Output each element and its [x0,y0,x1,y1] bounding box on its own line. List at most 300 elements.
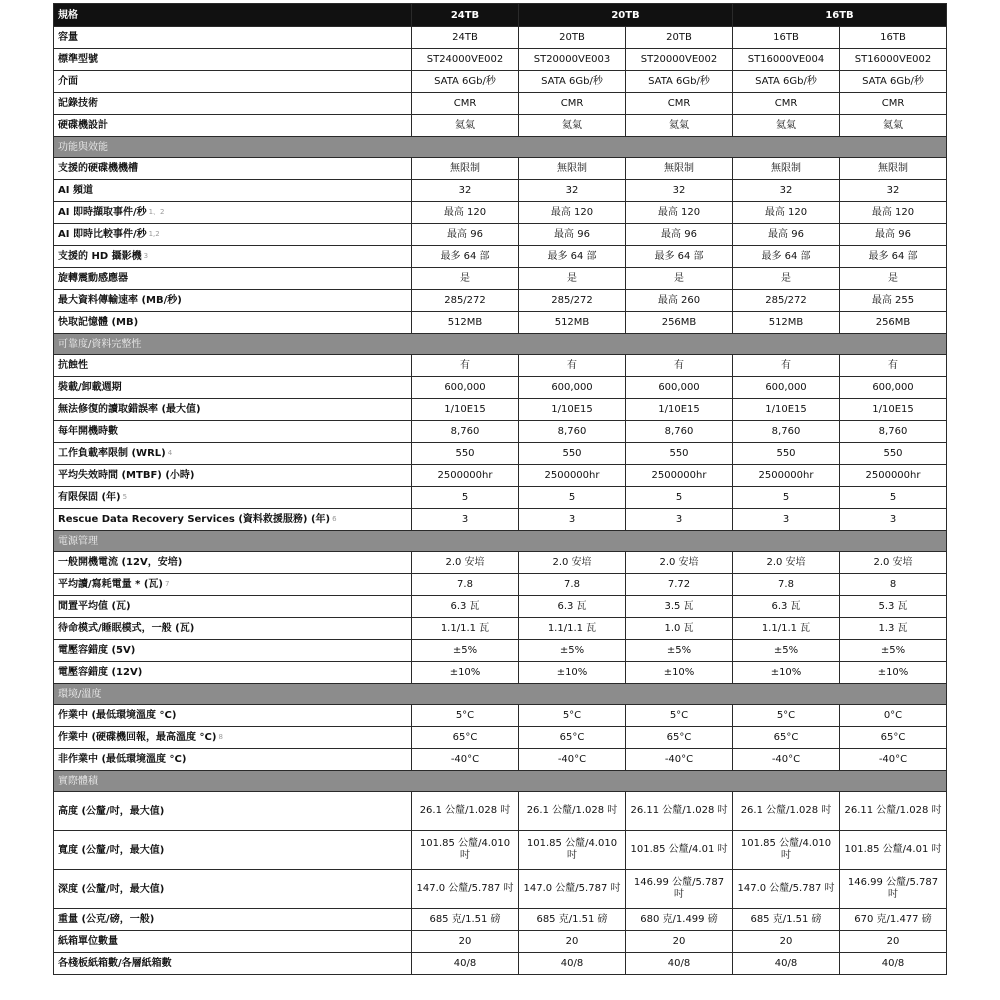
value-cell: 最高 120 [626,202,733,224]
value-cell: 有 [626,355,733,377]
row-label: 作業中 (硬碟機回報，最高溫度 °C) [58,732,217,743]
row-label-cell [54,596,412,618]
value-cell: 1.3 瓦 [840,618,947,640]
row-label-cell [54,953,412,975]
row-label: 硬碟機設計 [58,120,108,131]
row-label: 無法修復的讀取錯誤率 (最大值) [58,404,201,415]
value-cell: 8,760 [840,421,947,443]
value-cell: 32 [412,180,519,202]
table-row [54,596,947,618]
header-group-16tb: 16TB [733,4,947,27]
value-cell: ±10% [626,662,733,684]
row-label-cell [54,792,412,831]
value-cell: 最高 96 [626,224,733,246]
value-cell: ±10% [733,662,840,684]
value-cell: ST16000VE002 [840,49,947,71]
row-label: 快取記憶體 (MB) [58,317,139,328]
row-label-cell [54,727,412,749]
value-cell: 2.0 安培 [840,552,947,574]
value-cell: 550 [840,443,947,465]
table-row [54,792,947,831]
value-cell: 600,000 [412,377,519,399]
value-cell: 40/8 [412,953,519,975]
value-cell: 3 [733,509,840,531]
value-cell: 26.1 公釐/1.028 吋 [412,792,519,831]
value-cell: 20 [412,931,519,953]
row-label-cell [54,158,412,180]
row-label-cell [54,224,412,246]
table-row [54,509,947,531]
value-cell: 32 [733,180,840,202]
table-row [54,618,947,640]
value-cell: 8,760 [733,421,840,443]
row-label: 平均失效時間 (MTBF) (小時) [58,470,195,481]
row-label: 每年開機時數 [58,426,118,437]
value-cell: 670 克/1.477 磅 [840,909,947,931]
row-label-cell [54,509,412,531]
row-label: AI 頻道 [58,185,93,196]
value-cell: -40°C [733,749,840,771]
value-cell: 5°C [412,705,519,727]
row-label: 最大資料傳輸速率 (MB/秒) [58,295,182,306]
row-label: AI 即時比較事件/秒 [58,229,147,240]
row-label: 重量 (公克/磅，一般) [58,914,155,925]
value-cell: 8,760 [626,421,733,443]
value-cell: 1/10E15 [626,399,733,421]
value-cell: 32 [519,180,626,202]
table-row [54,268,947,290]
value-cell: 2.0 安培 [412,552,519,574]
value-cell: 有 [733,355,840,377]
header-group-20tb: 20TB [519,4,733,27]
value-cell: 65°C [626,727,733,749]
value-cell: 101.85 公釐/4.010 吋 [412,831,519,870]
value-cell: 無限制 [412,158,519,180]
value-cell: SATA 6Gb/秒 [412,71,519,93]
value-cell: 550 [626,443,733,465]
value-cell: 680 克/1.499 磅 [626,909,733,931]
value-cell: 最多 64 部 [840,246,947,268]
value-cell: 最多 64 部 [412,246,519,268]
row-label: 深度 (公釐/吋，最大值) [58,883,165,895]
value-cell: 無限制 [519,158,626,180]
value-cell: 5 [412,487,519,509]
value-cell: 氦氣 [412,115,519,137]
value-cell: ±5% [626,640,733,662]
value-cell: 26.1 公釐/1.028 吋 [519,792,626,831]
value-cell: 8,760 [519,421,626,443]
value-cell: 65°C [519,727,626,749]
value-cell: 6.3 瓦 [519,596,626,618]
value-cell: -40°C [840,749,947,771]
value-cell: 5 [840,487,947,509]
row-label-cell [54,93,412,115]
value-cell: 40/8 [840,953,947,975]
value-cell: 5°C [733,705,840,727]
value-cell: 600,000 [519,377,626,399]
value-cell: 512MB [733,312,840,334]
row-label: 高度 (公釐/吋，最大值) [58,805,165,817]
value-cell: 101.85 公釐/4.01 吋 [626,831,733,870]
value-cell: -40°C [626,749,733,771]
value-cell: 32 [626,180,733,202]
value-cell: SATA 6Gb/秒 [840,71,947,93]
value-cell: 6.3 瓦 [412,596,519,618]
value-cell: 最高 120 [733,202,840,224]
table-row [54,870,947,909]
value-cell: 8 [840,574,947,596]
table-row [54,953,947,975]
value-cell: 0°C [840,705,947,727]
value-cell: 6.3 瓦 [733,596,840,618]
value-cell: 5 [519,487,626,509]
section-header-row [54,771,947,792]
value-cell: 32 [840,180,947,202]
value-cell: 氦氣 [626,115,733,137]
row-label: 作業中 (最低環境溫度 °C) [58,710,177,721]
row-label: 各棧板紙箱數/各層紙箱數 [58,958,172,969]
row-label-cell [54,465,412,487]
row-label-cell [54,27,412,49]
value-cell: 101.85 公釐/4.010 吋 [519,831,626,870]
footnote-marker: 6 [332,515,337,523]
footnote-marker: 5 [122,493,128,501]
section-title: 環境/溫度 [54,684,947,705]
value-cell: 147.0 公釐/5.787 吋 [412,870,519,909]
row-label-cell [54,705,412,727]
value-cell: 20TB [626,27,733,49]
table-row [54,49,947,71]
value-cell: 最高 120 [412,202,519,224]
section-header-row [54,137,947,158]
value-cell: CMR [840,93,947,115]
value-cell: 最高 96 [733,224,840,246]
row-label-cell [54,290,412,312]
value-cell: 512MB [412,312,519,334]
value-cell: 2500000hr [519,465,626,487]
value-cell: SATA 6Gb/秒 [733,71,840,93]
value-cell: 3 [626,509,733,531]
value-cell: ±5% [733,640,840,662]
row-label: 容量 [58,32,78,43]
value-cell: 1/10E15 [519,399,626,421]
value-cell: 7.8 [412,574,519,596]
value-cell: 有 [519,355,626,377]
row-label-cell [54,71,412,93]
row-label-cell [54,552,412,574]
table-row [54,355,947,377]
table-row [54,931,947,953]
value-cell: 7.8 [733,574,840,596]
value-cell: 7.8 [519,574,626,596]
value-cell: 2.0 安培 [733,552,840,574]
value-cell: 146.99 公釐/5.787 吋 [626,870,733,909]
value-cell: 最高 255 [840,290,947,312]
table-row [54,831,947,870]
footnote-marker: 4 [167,449,173,457]
value-cell: 2500000hr [733,465,840,487]
row-label: 平均讀/寫耗電量 * (瓦) [58,579,163,590]
value-cell: CMR [626,93,733,115]
header-label: 規格 [54,4,412,27]
row-label-cell [54,574,412,596]
value-cell: 3 [840,509,947,531]
value-cell: 1/10E15 [840,399,947,421]
section-title: 可靠度/資料完整性 [54,334,947,355]
value-cell: 無限制 [733,158,840,180]
value-cell: 1.1/1.1 瓦 [733,618,840,640]
value-cell: CMR [412,93,519,115]
row-label: 紙箱單位數量 [58,936,118,947]
table-row [54,93,947,115]
row-label-cell [54,640,412,662]
row-label-cell [54,870,412,909]
row-label-cell [54,180,412,202]
value-cell: 最高 120 [519,202,626,224]
spec-table-body [54,4,947,975]
footnote-marker: 7 [165,580,170,588]
value-cell: 最高 260 [626,290,733,312]
value-cell: SATA 6Gb/秒 [626,71,733,93]
row-label-cell [54,49,412,71]
section-header-row [54,334,947,355]
value-cell: 5 [733,487,840,509]
table-row [54,727,947,749]
row-label: AI 即時擷取事件/秒 [58,207,147,218]
value-cell: 5°C [626,705,733,727]
row-label: 工作負載率限制 (WRL) [58,448,166,459]
footnote-marker: 1、2 [148,208,165,216]
value-cell: 氦氣 [733,115,840,137]
value-cell: 285/272 [733,290,840,312]
value-cell: 最多 64 部 [733,246,840,268]
value-cell: 26.11 公釐/1.028 吋 [626,792,733,831]
value-cell: -40°C [519,749,626,771]
value-cell: 1.1/1.1 瓦 [412,618,519,640]
row-label: 閒置平均值 (瓦) [58,601,131,612]
value-cell: ST24000VE002 [412,49,519,71]
value-cell: 685 克/1.51 磅 [412,909,519,931]
value-cell: 氦氣 [840,115,947,137]
value-cell: 3.5 瓦 [626,596,733,618]
value-cell: -40°C [412,749,519,771]
table-row [54,290,947,312]
row-label-cell [54,377,412,399]
value-cell: 2500000hr [840,465,947,487]
row-label-cell [54,421,412,443]
value-cell: 550 [412,443,519,465]
value-cell: 20TB [519,27,626,49]
value-cell: 是 [412,268,519,290]
value-cell: 600,000 [733,377,840,399]
row-label: 非作業中 (最低環境溫度 °C) [58,754,187,765]
table-row [54,180,947,202]
spec-table [53,3,947,975]
section-header-row [54,531,947,552]
table-row [54,224,947,246]
value-cell: 26.11 公釐/1.028 吋 [840,792,947,831]
value-cell: 550 [519,443,626,465]
table-row [54,312,947,334]
value-cell: 是 [840,268,947,290]
value-cell: ±5% [412,640,519,662]
value-cell: 24TB [412,27,519,49]
value-cell: 是 [626,268,733,290]
footnote-marker: 3 [143,252,149,260]
table-row [54,202,947,224]
value-cell: ±10% [840,662,947,684]
row-label: 抗蝕性 [58,360,88,371]
footnote-marker: 1,2 [148,230,160,238]
table-row [54,443,947,465]
row-label-cell [54,662,412,684]
value-cell: 147.0 公釐/5.787 吋 [733,870,840,909]
table-row [54,662,947,684]
value-cell: 512MB [519,312,626,334]
row-label-cell [54,312,412,334]
value-cell: 5 [626,487,733,509]
row-label-cell [54,909,412,931]
value-cell: ±5% [840,640,947,662]
value-cell: 20 [840,931,947,953]
value-cell: 600,000 [626,377,733,399]
value-cell: 有 [840,355,947,377]
value-cell: 65°C [412,727,519,749]
section-title: 功能與效能 [54,137,947,158]
row-label-cell [54,355,412,377]
value-cell: 最多 64 部 [519,246,626,268]
header-group-24tb: 24TB [412,4,519,27]
row-label: Rescue Data Recovery Services (資料救援服務) (年) [58,514,331,525]
value-cell: 1.0 瓦 [626,618,733,640]
value-cell: ST20000VE002 [626,49,733,71]
row-label-cell [54,443,412,465]
value-cell: 最高 96 [840,224,947,246]
table-row [54,377,947,399]
table-row [54,909,947,931]
value-cell: 101.85 公釐/4.010 吋 [733,831,840,870]
row-label-cell [54,931,412,953]
value-cell: CMR [733,93,840,115]
value-cell: 有 [412,355,519,377]
value-cell: 5°C [519,705,626,727]
row-label: 支援的 HD 攝影機 [58,251,142,262]
value-cell: 101.85 公釐/4.01 吋 [840,831,947,870]
value-cell: 146.99 公釐/5.787 吋 [840,870,947,909]
value-cell: 是 [733,268,840,290]
value-cell: 20 [626,931,733,953]
table-row [54,421,947,443]
row-label-cell [54,749,412,771]
value-cell: 256MB [840,312,947,334]
value-cell: 最高 96 [412,224,519,246]
value-cell: 是 [519,268,626,290]
row-label-cell [54,399,412,421]
row-label: 裝載/卸載週期 [58,382,122,393]
value-cell: 26.1 公釐/1.028 吋 [733,792,840,831]
value-cell: 40/8 [519,953,626,975]
value-cell: 7.72 [626,574,733,596]
value-cell: 256MB [626,312,733,334]
row-label: 介面 [58,76,78,87]
value-cell: 685 克/1.51 磅 [733,909,840,931]
value-cell: 無限制 [626,158,733,180]
table-row [54,71,947,93]
row-label-cell [54,487,412,509]
value-cell: CMR [519,93,626,115]
row-label: 記錄技術 [58,98,98,109]
value-cell: 2.0 安培 [519,552,626,574]
value-cell: 147.0 公釐/5.787 吋 [519,870,626,909]
value-cell: 1.1/1.1 瓦 [519,618,626,640]
row-label: 待命模式/睡眠模式，一般 (瓦) [58,623,195,634]
section-header-row [54,684,947,705]
value-cell: 285/272 [412,290,519,312]
row-label: 一般開機電流 (12V，安培) [58,557,183,568]
table-row [54,640,947,662]
value-cell: 685 克/1.51 磅 [519,909,626,931]
table-row [54,465,947,487]
row-label-cell [54,246,412,268]
value-cell: 8,760 [412,421,519,443]
value-cell: ±5% [519,640,626,662]
value-cell: 16TB [733,27,840,49]
row-label-cell [54,202,412,224]
value-cell: 5.3 瓦 [840,596,947,618]
value-cell: ST20000VE003 [519,49,626,71]
value-cell: SATA 6Gb/秒 [519,71,626,93]
row-label: 支援的硬碟機機槽 [58,163,138,174]
value-cell: 1/10E15 [412,399,519,421]
value-cell: 16TB [840,27,947,49]
value-cell: 最多 64 部 [626,246,733,268]
value-cell: 2.0 安培 [626,552,733,574]
row-label: 有限保固 (年) [58,492,121,503]
value-cell: ±10% [519,662,626,684]
table-row [54,399,947,421]
value-cell: 285/272 [519,290,626,312]
value-cell: 最高 96 [519,224,626,246]
value-cell: 40/8 [626,953,733,975]
row-label: 旋轉震動感應器 [58,273,128,284]
table-row [54,749,947,771]
row-label: 電壓容錯度 (12V) [58,667,143,678]
value-cell: 40/8 [733,953,840,975]
row-label-cell [54,268,412,290]
table-row [54,487,947,509]
value-cell: 65°C [840,727,947,749]
value-cell: 3 [519,509,626,531]
table-row [54,158,947,180]
header-row [54,4,947,27]
value-cell: 550 [733,443,840,465]
value-cell: 2500000hr [626,465,733,487]
table-row [54,115,947,137]
value-cell: ±10% [412,662,519,684]
value-cell: 無限制 [840,158,947,180]
row-label-cell [54,831,412,870]
value-cell: 2500000hr [412,465,519,487]
value-cell: 20 [519,931,626,953]
table-row [54,705,947,727]
table-row [54,246,947,268]
value-cell: 1/10E15 [733,399,840,421]
value-cell: ST16000VE004 [733,49,840,71]
footnote-marker: 8 [218,733,223,741]
row-label-cell [54,115,412,137]
row-label: 電壓容錯度 (5V) [58,645,136,656]
table-row [54,574,947,596]
